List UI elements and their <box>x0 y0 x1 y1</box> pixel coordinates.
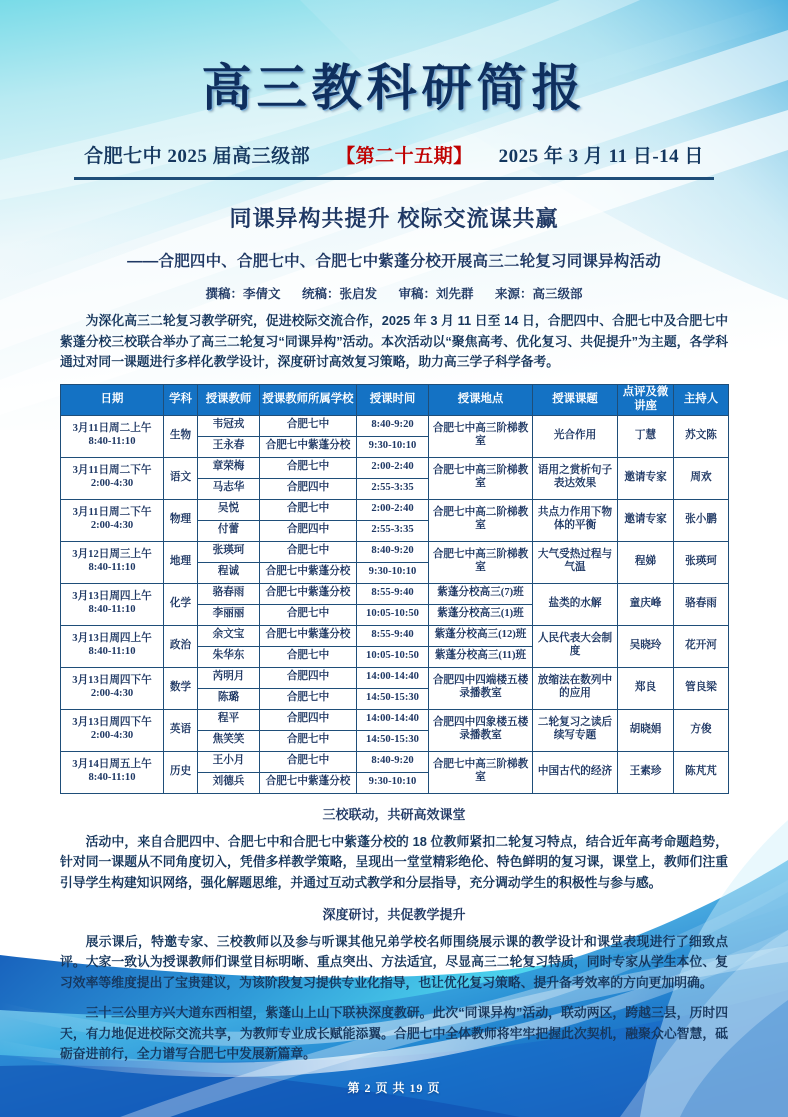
byline <box>44 284 744 302</box>
article-headline: 同课异构共提升 校际交流谋共赢 <box>229 206 559 231</box>
table-header-4: 授课时间 <box>357 385 429 415</box>
table-header-6: 授课课题 <box>533 385 618 415</box>
page-footer: 第 2 页 共 19 页 <box>347 1081 441 1095</box>
cell-topic: 二轮复习之读后续写专题 <box>533 709 618 751</box>
table-row <box>61 583 729 604</box>
cell-teacher: 刘德兵 <box>198 772 260 793</box>
cell-teacher: 韦冠戎 <box>198 415 260 436</box>
issue-number: 【第二十五期】 <box>336 146 473 167</box>
cell-host: 管良梁 <box>674 667 729 709</box>
byline-editor: 统稿：张启发 <box>301 287 377 301</box>
cell-teacher: 焦笑笑 <box>198 730 260 751</box>
cell-topic: 光合作用 <box>533 415 618 457</box>
cell-teacher: 骆春雨 <box>198 583 260 604</box>
cell-teacher: 余文宝 <box>198 625 260 646</box>
cell-host: 方俊 <box>674 709 729 751</box>
table-row <box>61 457 729 478</box>
table-row <box>61 625 729 646</box>
cell-place: 合肥七中高三阶梯教室 <box>429 457 533 499</box>
cell-school: 合肥七中 <box>260 751 357 772</box>
cell-time: 2:00-2:40 <box>357 499 429 520</box>
cell-review: 邀请专家 <box>618 457 674 499</box>
article-subheadline: ——合肥四中、合肥七中、合肥七中紫蓬分校开展高三二轮复习同课异构活动 <box>127 253 661 270</box>
cell-subject: 政治 <box>164 625 198 667</box>
cell-school: 合肥七中 <box>260 499 357 520</box>
cell-host: 张小鹏 <box>674 499 729 541</box>
cell-review: 吴晓玲 <box>618 625 674 667</box>
cell-time: 8:40-9:20 <box>357 415 429 436</box>
table-header-8: 主持人 <box>674 385 729 415</box>
schedule-table-body <box>61 415 729 793</box>
cell-subject: 化学 <box>164 583 198 625</box>
cell-topic: 中国古代的经济 <box>533 751 618 793</box>
cell-teacher: 王小月 <box>198 751 260 772</box>
section-paragraph: 活动中，来自合肥四中、合肥七中和合肥七中紫蓬分校的 18 位教师紧扣二轮复习特点，结合近年高考命题趋势，针对同一课题从不同角度切入，凭借多样教学策略，呈现出一堂堂精彩绝伦、特色鲜明的复习课，课堂上，教师们注重引导学生构建知识网络，强化解题思维，并通过互动式教学和分层指导，充分调动学生的积极性与参与感。 <box>60 833 728 890</box>
cell-review: 丁慧 <box>618 415 674 457</box>
table-header-7: 点评及微讲座 <box>618 385 674 415</box>
page-title: 高三教科研简报 <box>201 60 587 116</box>
cell-time: 2:00-2:40 <box>357 457 429 478</box>
cell-teacher: 付蕾 <box>198 520 260 541</box>
masthead-divider <box>74 177 714 180</box>
cell-host: 骆春雨 <box>674 583 729 625</box>
article-sections <box>0 804 788 994</box>
cell-date: 3月13日周四上午 8:40-11:10 <box>61 583 164 625</box>
table-row <box>61 499 729 520</box>
cell-time: 2:55-3:35 <box>357 520 429 541</box>
cell-school: 合肥七中 <box>260 730 357 751</box>
cell-date: 3月13日周四下午 2:00-4:30 <box>61 709 164 751</box>
cell-time: 10:05-10:50 <box>357 604 429 625</box>
cell-date: 3月14日周五上午 8:40-11:10 <box>61 751 164 793</box>
cell-teacher: 朱华东 <box>198 646 260 667</box>
cell-host: 花开河 <box>674 625 729 667</box>
cell-school: 合肥七中 <box>260 646 357 667</box>
byline-reviewer: 审稿：刘先群 <box>398 287 474 301</box>
cell-place: 合肥七中高三阶梯教室 <box>429 751 533 793</box>
cell-time: 8:55-9:40 <box>357 625 429 646</box>
cell-review: 胡晓娟 <box>618 709 674 751</box>
cell-teacher: 章荣梅 <box>198 457 260 478</box>
cell-time: 8:40-9:20 <box>357 541 429 562</box>
cell-subject: 地理 <box>164 541 198 583</box>
cell-time: 8:40-9:20 <box>357 751 429 772</box>
cell-host: 周欢 <box>674 457 729 499</box>
byline-source: 来源：高三级部 <box>494 287 583 301</box>
cell-date: 3月11日周二下午 2:00-4:30 <box>61 499 164 541</box>
cell-school: 合肥七中紫蓬分校 <box>260 772 357 793</box>
cell-date: 3月13日周四下午 2:00-4:30 <box>61 667 164 709</box>
table-header-row <box>61 385 729 415</box>
cell-topic: 放缩法在数列中的应用 <box>533 667 618 709</box>
cell-school: 合肥四中 <box>260 520 357 541</box>
cell-date: 3月11日周二上午 8:40-11:10 <box>61 415 164 457</box>
cell-teacher: 李丽丽 <box>198 604 260 625</box>
cell-review: 邀请专家 <box>618 499 674 541</box>
cell-date: 3月11日周二下午 2:00-4:30 <box>61 457 164 499</box>
table-header-2: 授课教师 <box>198 385 260 415</box>
cell-review: 郑良 <box>618 667 674 709</box>
cell-school: 合肥七中 <box>260 604 357 625</box>
cell-time: 14:50-15:30 <box>357 730 429 751</box>
cell-subject: 语文 <box>164 457 198 499</box>
issue-org: 合肥七中 2025 届高三级部 <box>84 146 311 167</box>
cell-time: 14:50-15:30 <box>357 688 429 709</box>
cell-time: 14:00-14:40 <box>357 709 429 730</box>
cell-place: 紫蓬分校高三(12)班 <box>429 625 533 646</box>
cell-teacher: 马志华 <box>198 478 260 499</box>
cell-place: 紫蓬分校高三(7)班 <box>429 583 533 604</box>
issue-daterange: 2025 年 3 月 11 日-14 日 <box>498 146 704 167</box>
cell-review: 王素珍 <box>618 751 674 793</box>
cell-time: 2:55-3:35 <box>357 478 429 499</box>
cell-subject: 英语 <box>164 709 198 751</box>
cell-school: 合肥四中 <box>260 709 357 730</box>
cell-subject: 生物 <box>164 415 198 457</box>
cell-host: 张瑛珂 <box>674 541 729 583</box>
table-row <box>61 751 729 772</box>
cell-host: 苏文陈 <box>674 415 729 457</box>
cell-place: 合肥七中高三阶梯教室 <box>429 541 533 583</box>
section-paragraph: 展示课后，特邀专家、三校教师以及参与听课其他兄弟学校名师围绕展示课的教学设计和课堂表现进行了细致点评。大家一致认为授课教师们课堂目标明晰、重点突出、方法适宜，尽显高三二轮复习特质，同时专家从学生本位、复习效率等维度提出了宝贵建议，为该阶段复习提供专业化指导，也让优化复习策略、提升备考效率的方向更加明确。 <box>60 933 728 991</box>
cell-place: 紫蓬分校高三(11)班 <box>429 646 533 667</box>
cell-time: 9:30-10:10 <box>357 562 429 583</box>
cell-date: 3月13日周四上午 8:40-11:10 <box>61 625 164 667</box>
cell-place: 紫蓬分校高三(1)班 <box>429 604 533 625</box>
cell-topic: 盐类的水解 <box>533 583 618 625</box>
cell-time: 9:30-10:10 <box>357 772 429 793</box>
masthead <box>0 0 788 180</box>
cell-topic: 共点力作用下物体的平衡 <box>533 499 618 541</box>
cell-subject: 历史 <box>164 751 198 793</box>
cell-school: 合肥七中 <box>260 541 357 562</box>
cell-place: 合肥七中高三阶梯教室 <box>429 415 533 457</box>
cell-review: 程娣 <box>618 541 674 583</box>
cell-school: 合肥四中 <box>260 478 357 499</box>
cell-time: 10:05-10:50 <box>357 646 429 667</box>
table-row <box>61 541 729 562</box>
byline-writer: 撰稿：李倩文 <box>205 287 281 301</box>
cell-teacher: 陈璐 <box>198 688 260 709</box>
cell-subject: 物理 <box>164 499 198 541</box>
cell-teacher: 程诚 <box>198 562 260 583</box>
cell-teacher: 程平 <box>198 709 260 730</box>
schedule-table-wrapper <box>60 384 728 793</box>
cell-teacher: 芮明月 <box>198 667 260 688</box>
cell-date: 3月12日周三上午 8:40-11:10 <box>61 541 164 583</box>
table-header-0: 日期 <box>61 385 164 415</box>
cell-host: 陈芃芃 <box>674 751 729 793</box>
cell-place: 合肥四中四象楼五楼录播教室 <box>429 709 533 751</box>
cell-school: 合肥七中紫蓬分校 <box>260 583 357 604</box>
cell-time: 14:00-14:40 <box>357 667 429 688</box>
cell-time: 8:55-9:40 <box>357 583 429 604</box>
cell-school: 合肥四中 <box>260 667 357 688</box>
intro-paragraph: 为深化高三二轮复习教学研究，促进校际交流合作，2025 年 3 月 11 日至 14 日，合肥四中、合肥七中及合肥七中紫蓬分校三校联合举办了高三二轮复习“同课异构”活动。本次活动以“聚焦高考、优化复习、共促提升”为主题，各学科通过对同一课题进行多样化教学设计，深度研讨高效复习策略，助力高三学子科学备考。 <box>60 313 728 370</box>
cell-teacher: 吴悦 <box>198 499 260 520</box>
cell-school: 合肥七中 <box>260 457 357 478</box>
cell-time: 9:30-10:10 <box>357 436 429 457</box>
cell-school: 合肥七中紫蓬分校 <box>260 625 357 646</box>
cell-subject: 数学 <box>164 667 198 709</box>
cell-place: 合肥四中四端楼五楼录播教室 <box>429 667 533 709</box>
cell-school: 合肥七中 <box>260 415 357 436</box>
section-title: 三校联动，共研高效课堂 <box>322 806 466 822</box>
schedule-table-head <box>61 385 729 415</box>
table-row <box>61 667 729 688</box>
cell-teacher: 王永春 <box>198 436 260 457</box>
table-header-3: 授课教师所属学校 <box>260 385 357 415</box>
closing-paragraph: 三十三公里方兴大道东西相望，紫蓬山上山下联袂深度教研。此次“同课异构”活动，联动两区，跨越三县，历时四天，有力地促进校际交流共享，为教师专业成长赋能添翼。合肥七中全体教师将牢牢把握此次契机，融聚众心智慧，砥砺奋进前行，全力谱写合肥七中发展新篇章。 <box>60 1004 728 1062</box>
cell-topic: 大气受热过程与气温 <box>533 541 618 583</box>
table-row <box>61 415 729 436</box>
schedule-table <box>60 384 729 793</box>
cell-topic: 语用之赏析句子表达效果 <box>533 457 618 499</box>
table-header-1: 学科 <box>164 385 198 415</box>
table-row <box>61 709 729 730</box>
cell-teacher: 张瑛珂 <box>198 541 260 562</box>
cell-school: 合肥七中紫蓬分校 <box>260 562 357 583</box>
cell-review: 童庆峰 <box>618 583 674 625</box>
table-header-5: 授课地点 <box>429 385 533 415</box>
section-title: 深度研讨，共促教学提升 <box>322 906 466 922</box>
cell-place: 合肥七中高二阶梯教室 <box>429 499 533 541</box>
cell-school: 合肥七中紫蓬分校 <box>260 436 357 457</box>
issue-line <box>74 141 714 168</box>
cell-topic: 人民代表大会制度 <box>533 625 618 667</box>
cell-school: 合肥七中 <box>260 688 357 709</box>
